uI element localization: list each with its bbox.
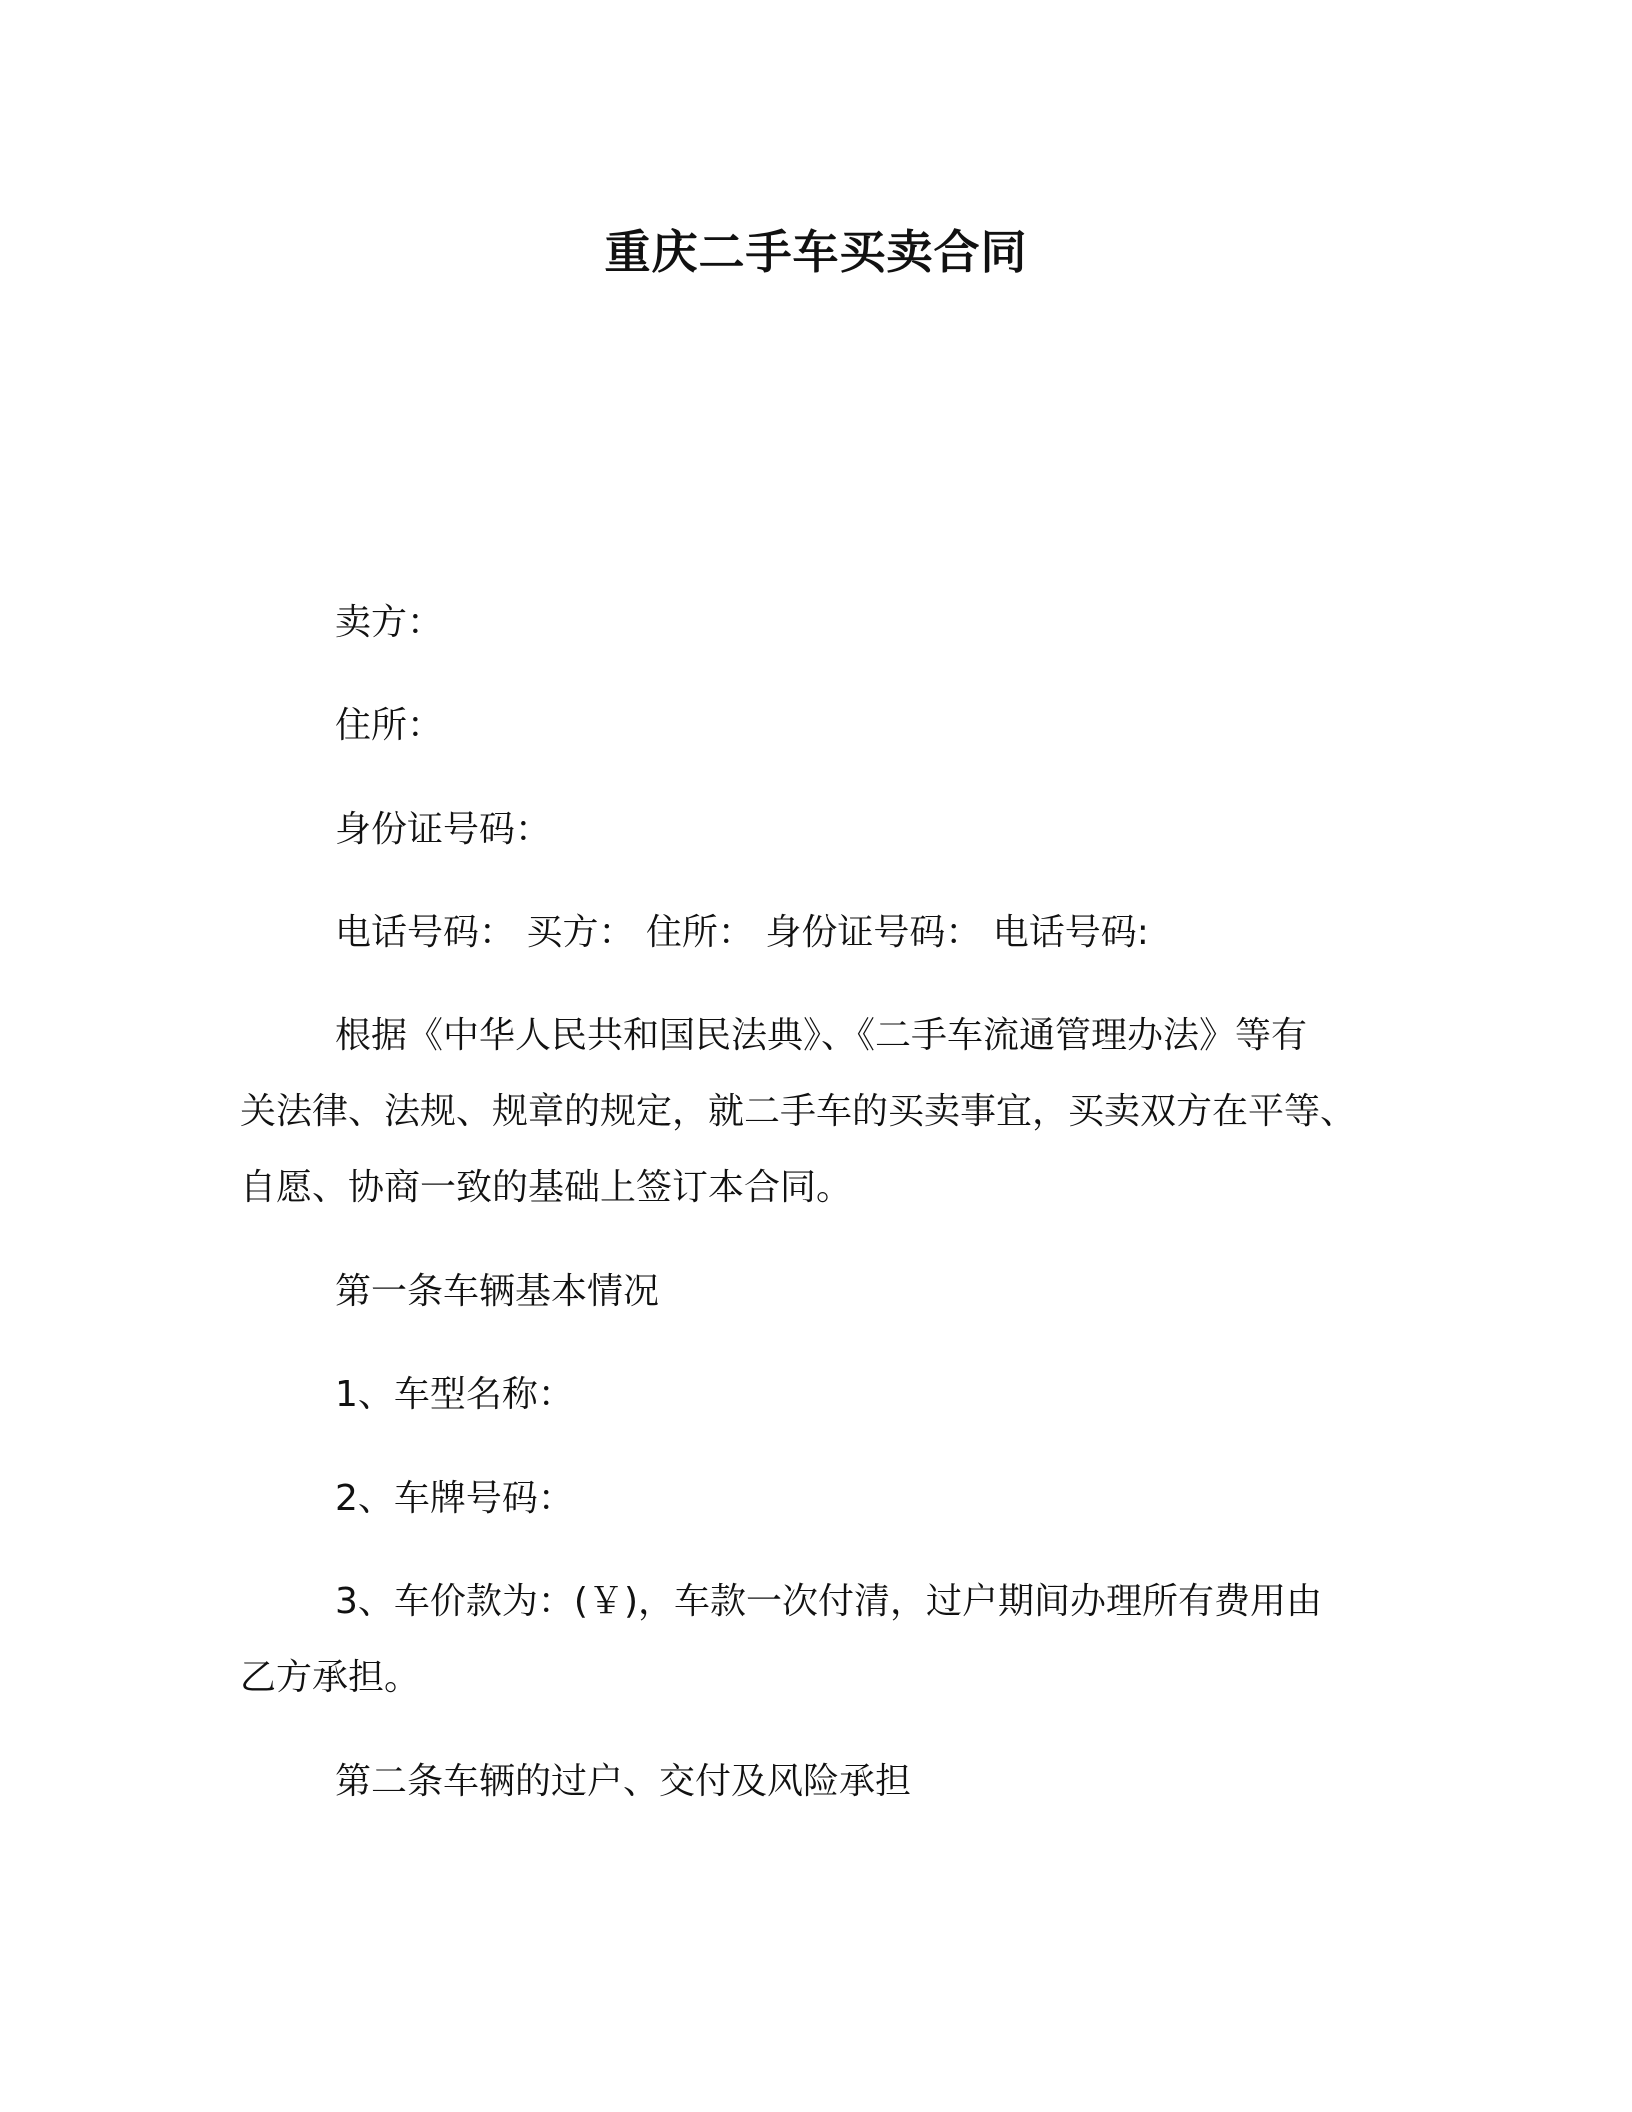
article1-item-3-line-2: 乙方承担。	[240, 1657, 421, 1698]
article1-heading: 第一条车辆基本情况	[335, 1271, 660, 1312]
seller-address-field: 住所：	[335, 705, 444, 746]
article1-item-3-line-1: 3、车价款为：(￥)，车款一次付清，过户期间办理所有费用由	[335, 1581, 1322, 1622]
article1-item-2: 2、车牌号码：	[335, 1478, 574, 1519]
intro-line-3: 自愿、协商一致的基础上签订本合同。	[240, 1167, 853, 1208]
intro-line-2: 关法律、法规、规章的规定，就二手车的买卖事宜，买卖双方在平等、	[240, 1091, 1357, 1132]
seller-id-field: 身份证号码：	[335, 809, 552, 850]
intro-paragraph	[240, 998, 1390, 1226]
seller-field: 卖方：	[335, 602, 444, 643]
intro-line-1: 根据《中华人民共和国民法典》、《二手车流通管理办法》等有	[335, 1015, 1308, 1056]
article2-heading: 第二条车辆的过户、交付及风险承担	[335, 1761, 912, 1802]
article1-item-3	[240, 1564, 1390, 1716]
contact-line: 电话号码： 买方： 住所： 身份证号码： 电话号码:	[335, 912, 1149, 953]
document-title: 重庆二手车买卖合同	[604, 225, 1028, 279]
article1-item-1: 1、车型名称：	[335, 1374, 574, 1415]
